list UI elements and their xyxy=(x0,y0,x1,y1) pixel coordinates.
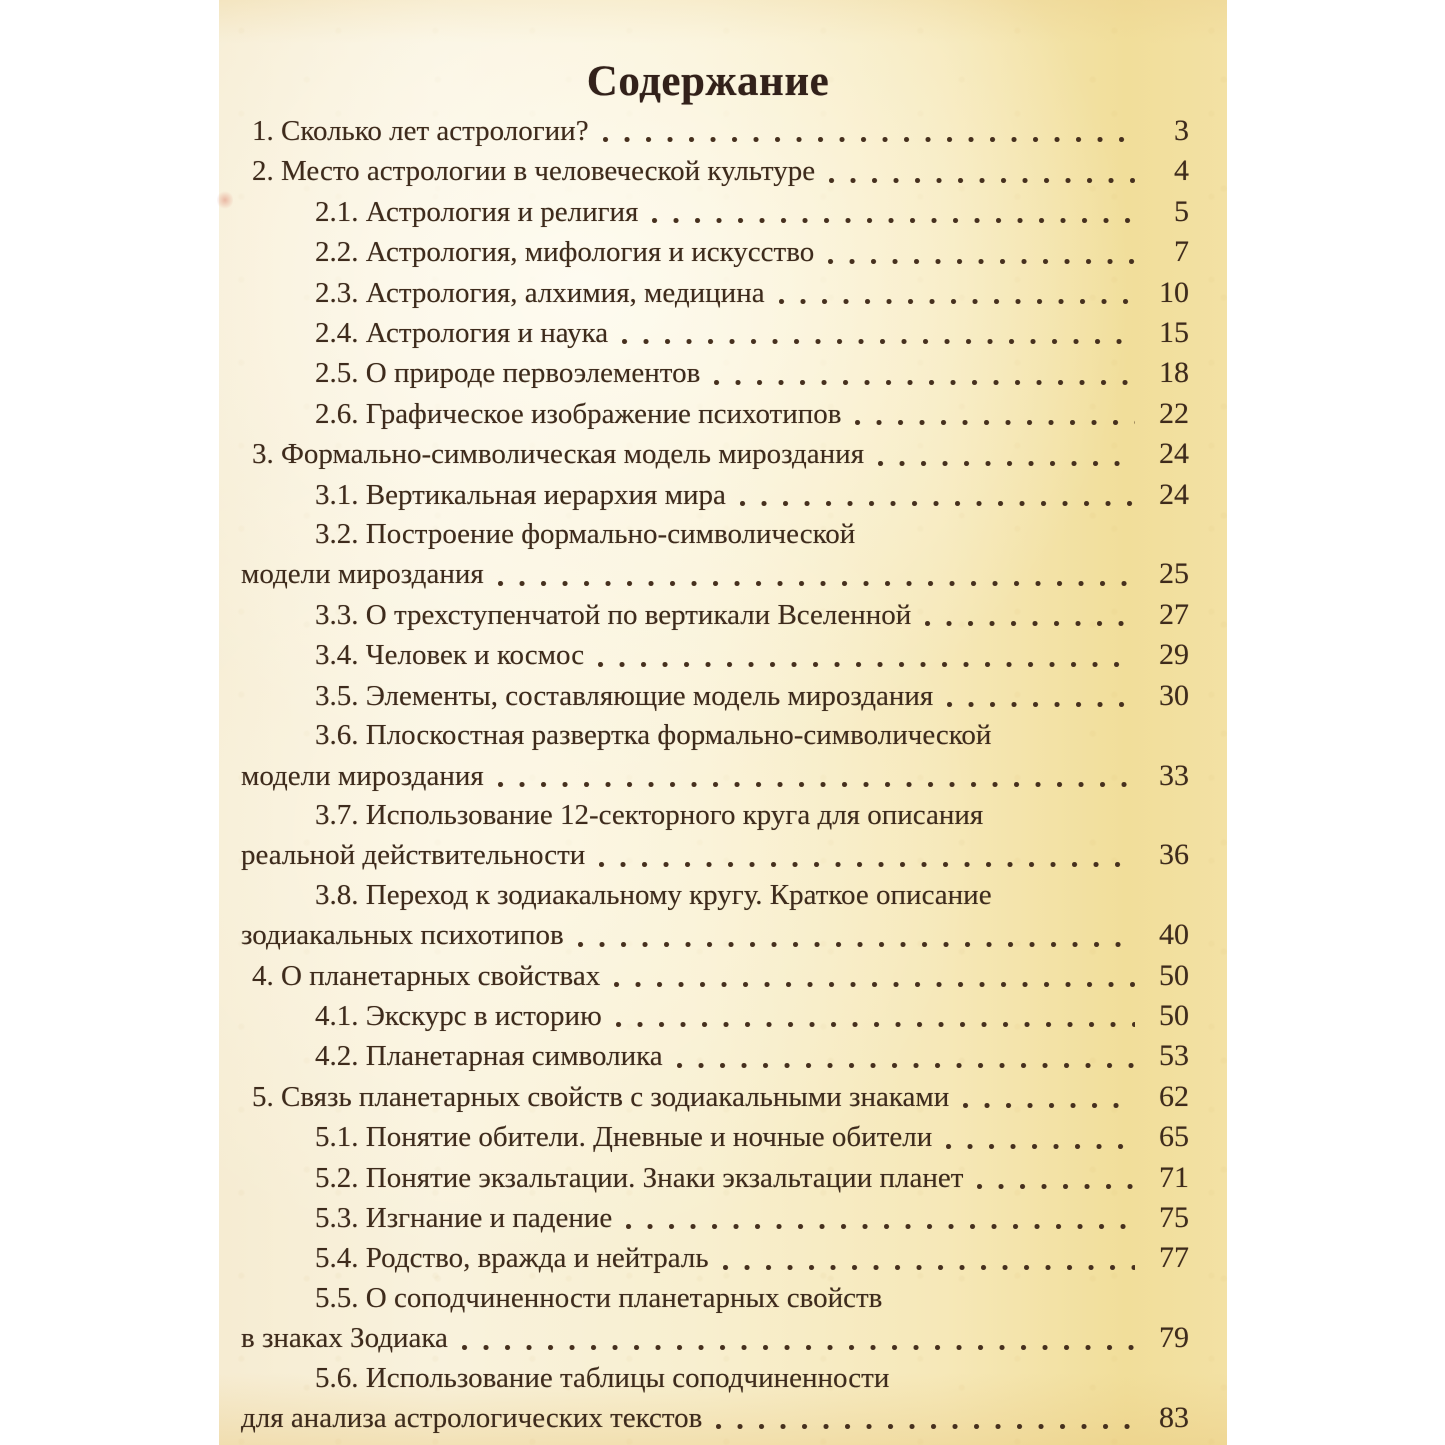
dot-leader xyxy=(947,676,1135,716)
dot-leader xyxy=(855,394,1135,434)
toc-entry-page: 30 xyxy=(1159,678,1189,712)
toc-entry-text: в знаках Зодиака xyxy=(241,1322,448,1355)
toc-entry-text: зодиакальных психотипов xyxy=(241,919,564,952)
dot-leader xyxy=(740,475,1135,515)
page-title: Содержание xyxy=(586,58,830,105)
dot-leader xyxy=(616,996,1135,1036)
toc-entry xyxy=(219,835,1189,875)
toc-entry-text: 5.6. Использование таблицы соподчиненности xyxy=(315,1361,890,1394)
toc-entry xyxy=(219,1398,1189,1438)
toc-entry xyxy=(219,635,1189,675)
toc-entry-text: 4.1. Экскурс в историю xyxy=(315,999,602,1032)
toc-entry-text: 3.7. Использование 12-секторного круга для описания xyxy=(315,798,984,831)
toc-entry-page: 75 xyxy=(1159,1200,1189,1234)
toc-entry-page: 15 xyxy=(1159,316,1189,350)
toc-entry-text: модели мироздания xyxy=(241,759,484,792)
toc-entry-text: 3.4. Человек и космос xyxy=(315,639,585,672)
dot-leader xyxy=(779,273,1135,313)
toc-entry-page: 7 xyxy=(1174,235,1189,269)
toc-entry xyxy=(219,1158,1189,1198)
toc-entry xyxy=(219,1359,1189,1398)
toc-entry-text: 3. Формально-символическая модель мироздания xyxy=(252,438,865,471)
toc-entry-page: 36 xyxy=(1159,838,1189,872)
book-page xyxy=(219,0,1227,1445)
toc-entry-page: 4 xyxy=(1174,154,1189,188)
toc-entry-text: 3.2. Построение формально-символической xyxy=(315,518,856,551)
toc-entry-page: 50 xyxy=(1159,958,1189,992)
toc-list xyxy=(219,111,1227,1438)
dot-leader xyxy=(714,353,1135,393)
toc-entry-page: 24 xyxy=(1159,437,1189,471)
toc-entry-text: 2. Место астрологии в человеческой культуре xyxy=(252,155,816,188)
toc-entry xyxy=(219,1036,1189,1076)
toc-entry xyxy=(219,716,1189,755)
toc-entry xyxy=(219,515,1189,554)
toc-entry xyxy=(219,313,1189,353)
toc-entry-text: 2.2. Астрология, мифология и искусство xyxy=(315,236,815,269)
toc-entry xyxy=(219,151,1189,191)
toc-entry-page: 22 xyxy=(1159,396,1189,430)
toc-entry-page: 18 xyxy=(1159,356,1189,390)
dot-leader xyxy=(614,956,1135,996)
toc-entry-page: 29 xyxy=(1159,638,1189,672)
dot-leader xyxy=(622,313,1135,353)
toc-entry-text: реальной действительности xyxy=(241,839,586,872)
toc-entry-text: 5.1. Понятие обители. Дневные и ночные обители xyxy=(315,1121,933,1154)
toc-entry-page: 33 xyxy=(1159,758,1189,792)
dot-leader xyxy=(716,1398,1135,1438)
toc-entry xyxy=(219,353,1189,393)
toc-entry xyxy=(219,1279,1189,1318)
toc-entry xyxy=(219,554,1189,594)
toc-entry-page: 65 xyxy=(1159,1120,1189,1154)
toc-entry xyxy=(219,394,1189,434)
dot-leader xyxy=(946,1117,1135,1157)
toc-entry xyxy=(219,232,1189,272)
toc-entry-page: 5 xyxy=(1174,194,1189,228)
toc-entry-text: 2.6. Графическое изображение психотипов xyxy=(315,397,842,430)
toc-entry-text: 3.3. О трехступенчатой по вертикали Вселенной xyxy=(315,598,912,631)
toc-entry-page: 83 xyxy=(1159,1401,1189,1434)
toc-entry xyxy=(219,595,1189,635)
toc-entry xyxy=(219,1318,1189,1358)
toc-entry-text: 5.5. О соподчиненности планетарных свойств xyxy=(315,1281,883,1314)
dot-leader xyxy=(878,434,1135,474)
toc-entry-page: 53 xyxy=(1159,1039,1189,1073)
toc-entry xyxy=(219,1238,1189,1278)
dot-leader xyxy=(498,554,1135,594)
toc-entry xyxy=(219,915,1189,955)
toc-entry xyxy=(219,956,1189,996)
dot-leader xyxy=(626,1198,1135,1238)
dot-leader xyxy=(603,111,1135,151)
toc-entry-page: 50 xyxy=(1159,998,1189,1032)
dot-leader xyxy=(462,1318,1135,1358)
toc-entry-text: 5.2. Понятие экзальтации. Знаки экзальтации планет xyxy=(315,1161,964,1194)
toc-entry xyxy=(219,676,1189,716)
toc-entry-text: 1. Сколько лет астрологии? xyxy=(252,115,589,147)
toc-entry-text: 5. Связь планетарных свойств с зодиакальными знаками xyxy=(252,1080,950,1113)
toc-entry-text: 2.3. Астрология, алхимия, медицина xyxy=(315,276,765,309)
toc-entry xyxy=(219,876,1189,915)
toc-entry-text: 5.4. Родство, вражда и нейтраль xyxy=(315,1242,709,1275)
toc-entry-page: 71 xyxy=(1159,1160,1189,1194)
toc-entry xyxy=(219,996,1189,1036)
dot-leader xyxy=(498,756,1135,796)
dot-leader xyxy=(829,151,1135,191)
toc-entry-page: 79 xyxy=(1159,1321,1189,1355)
toc-entry-page: 25 xyxy=(1159,557,1189,591)
toc-entry-text: 5.3. Изгнание и падение xyxy=(315,1201,613,1234)
paper-speck xyxy=(217,190,233,210)
dot-leader xyxy=(677,1036,1135,1076)
dot-leader xyxy=(652,192,1135,232)
toc-entry-text: 2.4. Астрология и наука xyxy=(315,317,609,350)
toc-entry-page: 24 xyxy=(1159,477,1189,511)
toc-entry xyxy=(219,1198,1189,1238)
dot-leader xyxy=(599,835,1135,875)
toc-entry xyxy=(219,192,1189,232)
dot-leader xyxy=(977,1158,1135,1198)
toc-entry-text: модели мироздания xyxy=(241,558,484,591)
toc-entry-text: 3.8. Переход к зодиакальному кругу. Краткое описание xyxy=(315,878,992,911)
toc-entry-page: 40 xyxy=(1159,918,1189,952)
toc-entry-text: 3.5. Элементы, составляющие модель мироздания xyxy=(315,679,934,712)
toc-entry-page: 77 xyxy=(1159,1241,1189,1275)
toc-entry xyxy=(219,756,1189,796)
toc-entry-page: 27 xyxy=(1159,597,1189,631)
toc-entry xyxy=(219,111,1189,151)
dot-leader xyxy=(578,915,1135,955)
toc-entry-text: для анализа астрологических текстов xyxy=(241,1402,703,1434)
toc-entry xyxy=(219,475,1189,515)
toc-entry-text: 3.1. Вертикальная иерархия мира xyxy=(315,478,726,511)
dot-leader xyxy=(598,635,1135,675)
toc-entry-page: 10 xyxy=(1159,275,1189,309)
toc-entry-text: 2.5. О природе первоэлементов xyxy=(315,357,701,390)
toc-entry-text: 4. О планетарных свойствах xyxy=(252,959,601,992)
toc-entry-page: 3 xyxy=(1174,114,1189,147)
dot-leader xyxy=(925,595,1135,635)
toc-entry xyxy=(219,434,1189,474)
dot-leader xyxy=(723,1238,1135,1278)
dot-leader xyxy=(828,232,1135,272)
toc-entry-text: 2.1. Астрология и религия xyxy=(315,195,639,228)
toc-entry xyxy=(219,1077,1189,1117)
toc-entry-page: 62 xyxy=(1159,1079,1189,1113)
toc-entry xyxy=(219,273,1189,313)
toc-entry xyxy=(219,1117,1189,1157)
toc-entry-text: 3.6. Плоскостная развертка формально-символической xyxy=(315,719,992,752)
toc-entry xyxy=(219,796,1189,835)
dot-leader xyxy=(963,1077,1135,1117)
toc-entry-text: 4.2. Планетарная символика xyxy=(315,1040,663,1073)
